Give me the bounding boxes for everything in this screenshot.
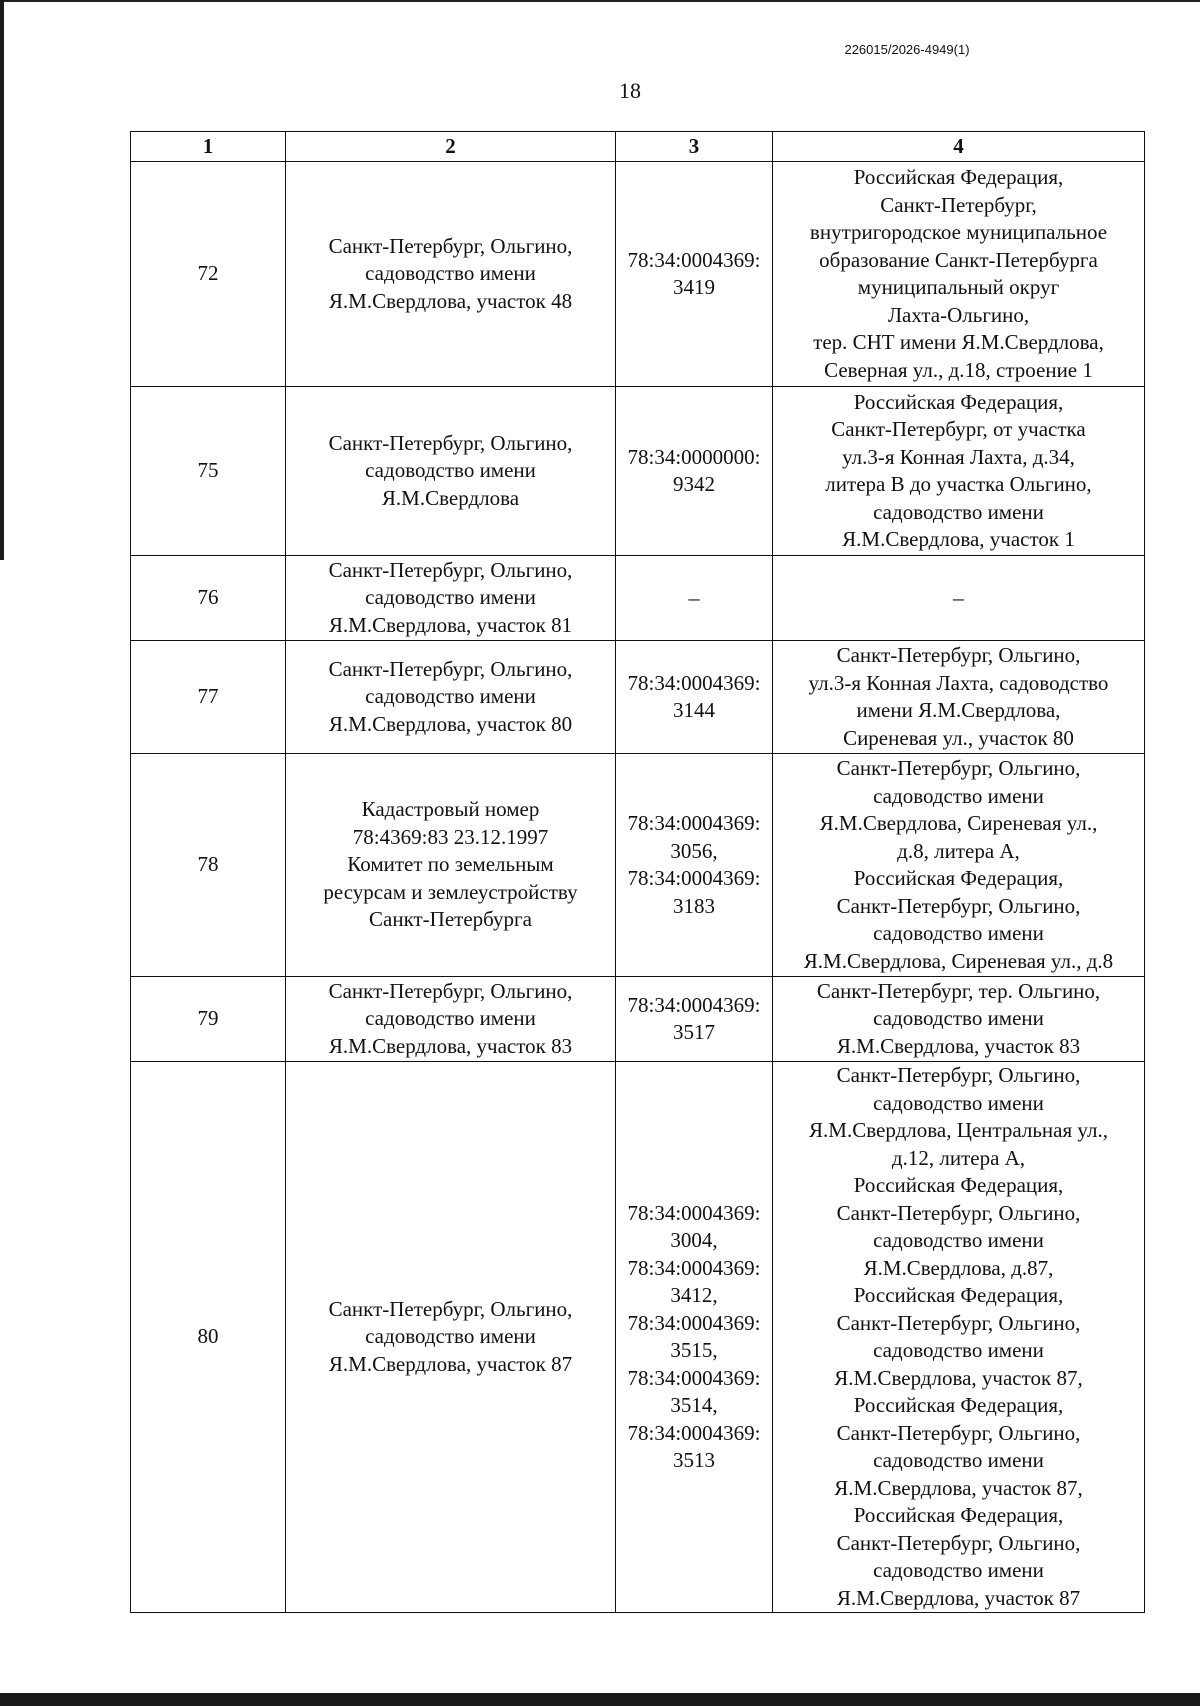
cell-line: Санкт-Петербург, Ольгино, — [328, 978, 573, 1003]
cell-line: 78:34:0004369: — [627, 1310, 761, 1335]
cell-line: 78:34:0004369: — [627, 247, 761, 272]
cell-line: Российская Федерация, — [853, 1173, 1064, 1197]
cell-line: Я.М.Свердлова — [381, 485, 520, 510]
cell-line: садоводство имени — [365, 585, 536, 610]
cell-line: д.8, литера А, — [897, 838, 1020, 863]
cell-line: Российская Федерация, — [853, 389, 1064, 414]
table-row — [131, 387, 1145, 556]
cell-line: Санкт-Петербург, Ольгино, — [836, 1063, 1081, 1087]
cell-line: садоводство имени — [365, 458, 536, 483]
location-cell — [773, 1062, 1145, 1613]
cell-line: Сиреневая ул., участок 80 — [843, 725, 1074, 750]
cell-line: 3513 — [673, 1448, 715, 1472]
scan-edge-bottom — [0, 1693, 1200, 1706]
cell-line: садоводство имени — [873, 1448, 1044, 1472]
cell-line: 78:34:0004369: — [627, 992, 761, 1017]
cell-line: Санкт-Петербург, Ольгино, — [836, 1310, 1081, 1335]
cell-line: 78:34:0004369: — [627, 811, 761, 835]
cell-line: Я.М.Свердлова, участок 80 — [328, 711, 573, 736]
cell-line: садоводство имени — [873, 921, 1044, 945]
cell-line: Санкт-Петербург, тер. Ольгино, — [816, 978, 1101, 1003]
row-number-cell: 75 — [131, 387, 286, 556]
row-number-cell: 77 — [131, 641, 286, 754]
cadastral-number-cell — [616, 1062, 773, 1613]
cell-line: Санкт-Петербург, Ольгино, — [328, 557, 573, 582]
cell-line: Я.М.Свердлова, участок 87 — [328, 1351, 573, 1376]
cell-line: 3004, — [670, 1228, 718, 1252]
cell-line: д.12, литера А, — [891, 1145, 1026, 1170]
address-cell — [286, 977, 616, 1062]
cell-line: 3412, — [670, 1283, 718, 1307]
location-cell — [773, 387, 1145, 556]
cell-line: садоводство имени — [873, 1338, 1044, 1362]
cell-line: Я.М.Свердлова, д.87, — [863, 1255, 1054, 1280]
table-row — [131, 754, 1145, 977]
cell-line: 3056, — [670, 838, 718, 863]
document-id: 226015/2026-4949(1) — [844, 42, 970, 57]
cell-line: Комитет по земельным — [347, 852, 554, 877]
cell-line: Санкт-Петербург, Ольгино, — [836, 1200, 1081, 1225]
cell-line: Санкт-Петербург, Ольгино, — [328, 430, 573, 455]
cell-line: Лахта-Ольгино, — [887, 302, 1030, 327]
cell-line: 3514, — [670, 1393, 718, 1417]
cell-line: образование Санкт-Петербурга — [819, 247, 1098, 272]
address-cell — [286, 754, 616, 977]
cell-line: Я.М.Свердлова, Сиреневая ул., — [819, 811, 1098, 835]
cell-line: 3144 — [673, 698, 715, 722]
column-header-1: 1 — [131, 132, 286, 162]
cell-line: Российская Федерация, — [853, 866, 1064, 890]
cell-line: Северная ул., д.18, строение 1 — [824, 357, 1093, 382]
cell-line: 78:34:0004369: — [627, 1365, 761, 1390]
cell-line: Санкт-Петербург, Ольгино, — [328, 233, 573, 258]
row-number-cell: 76 — [131, 556, 286, 641]
register-table — [130, 131, 1145, 1613]
cadastral-number-cell — [616, 754, 773, 977]
table-row — [131, 1062, 1145, 1613]
address-cell — [286, 641, 616, 754]
cell-line: садоводство имени — [365, 684, 536, 709]
cell-line: ул.3-я Конная Лахта, д.34, — [842, 444, 1075, 469]
cell-line: Санкт-Петербург, Ольгино, — [836, 756, 1081, 780]
cell-line: Санкт-Петербург, — [880, 192, 1037, 217]
cell-line: 78:34:0004369: — [627, 1255, 761, 1280]
address-cell — [286, 387, 616, 556]
cell-line: садоводство имени — [873, 1558, 1044, 1582]
table-row — [131, 977, 1145, 1062]
cell-line: 78:34:0000000: — [627, 444, 761, 469]
location-cell — [773, 977, 1145, 1062]
cell-line: Я.М.Свердлова, участок 83 — [836, 1033, 1081, 1058]
cell-line: имени Я.М.Свердлова, — [856, 698, 1061, 722]
cell-line: Санкт-Петербург, Ольгино, — [328, 656, 573, 681]
table-row — [131, 556, 1145, 641]
cadastral-number-cell — [616, 556, 773, 641]
cell-line: 78:4369:83 23.12.1997 — [352, 824, 549, 849]
cell-line: садоводство имени — [873, 1090, 1044, 1115]
cell-line: Я.М.Свердлова, участок 83 — [328, 1033, 573, 1058]
cell-line: Я.М.Свердлова, участок 1 — [842, 527, 1075, 551]
cell-line: муниципальный округ — [857, 275, 1060, 299]
location-cell — [773, 556, 1145, 641]
cell-line: Санкт-Петербург, Ольгино, — [836, 1530, 1081, 1555]
column-header-2: 2 — [286, 132, 616, 162]
cell-line: – — [688, 585, 700, 611]
cell-line: Кадастровый номер — [361, 797, 540, 822]
cell-line: 78:34:0004369: — [627, 670, 761, 695]
cell-line: 78:34:0004369: — [627, 866, 761, 890]
cell-line: 78:34:0004369: — [627, 1200, 761, 1225]
row-number-cell: 78 — [131, 754, 286, 977]
cell-line: Я.М.Свердлова, участок 87 — [836, 1585, 1081, 1610]
cell-line: ресурсам и землеустройству — [323, 879, 578, 904]
cell-line: 9342 — [673, 472, 715, 496]
cadastral-number-cell — [616, 977, 773, 1062]
cell-line: 3183 — [673, 893, 715, 918]
cell-line: садоводство имени — [365, 1324, 536, 1349]
cell-line: 78:34:0004369: — [627, 1420, 761, 1445]
cell-line: литера В до участка Ольгино, — [825, 472, 1092, 496]
cadastral-number-cell — [616, 387, 773, 556]
cell-line: 3517 — [673, 1020, 715, 1044]
cell-line: тер. СНТ имени Я.М.Свердлова, — [813, 330, 1104, 354]
cell-line: Я.М.Свердлова, Сиреневая ул., д.8 — [803, 948, 1114, 973]
cell-line: Я.М.Свердлова, Центральная ул., — [809, 1118, 1108, 1142]
cell-line: Санкт-Петербург, Ольгино, — [328, 1296, 573, 1321]
location-cell — [773, 641, 1145, 754]
cadastral-number-cell — [616, 641, 773, 754]
scan-edge-left — [0, 0, 4, 560]
cell-line: садоводство имени — [873, 783, 1044, 808]
table-body — [131, 162, 1145, 1613]
cell-line: садоводство имени — [365, 1006, 536, 1031]
table-row — [131, 641, 1145, 754]
cell-line: Санкт-Петербург, Ольгино, — [836, 1420, 1081, 1445]
address-cell — [286, 556, 616, 641]
cell-line: садоводство имени — [873, 1006, 1044, 1031]
cell-line: ул.3-я Конная Лахта, садоводство — [808, 670, 1109, 695]
row-number-cell: 79 — [131, 977, 286, 1062]
cell-line: Санкт-Петербург, Ольгино, — [836, 893, 1081, 918]
cell-line: Я.М.Свердлова, участок 87, — [834, 1365, 1083, 1390]
row-number-cell: 72 — [131, 162, 286, 387]
cell-line: Санкт-Петербург, Ольгино, — [836, 643, 1081, 667]
cell-line: Российская Федерация, — [853, 1393, 1064, 1417]
cell-line: садоводство имени — [365, 261, 536, 286]
address-cell — [286, 1062, 616, 1613]
page-number: 18 — [619, 78, 641, 103]
table-row — [131, 162, 1145, 387]
cell-line: Российская Федерация, — [853, 165, 1064, 189]
cell-line: Я.М.Свердлова, участок 87, — [834, 1475, 1083, 1500]
cell-line: Санкт-Петербурга — [369, 907, 532, 932]
cell-line: Я.М.Свердлова, участок 48 — [328, 288, 573, 313]
column-header-4: 4 — [773, 132, 1145, 162]
location-cell — [773, 754, 1145, 977]
cell-line: 3515, — [670, 1338, 718, 1362]
cell-line: Российская Федерация, — [853, 1283, 1064, 1307]
cell-line: – — [953, 585, 964, 611]
cell-line: 3419 — [673, 275, 715, 299]
location-cell — [773, 162, 1145, 387]
cell-line: Санкт-Петербург, от участка — [831, 417, 1086, 441]
cell-line: садоводство имени — [873, 499, 1044, 524]
row-number-cell: 80 — [131, 1062, 286, 1613]
cell-line: Российская Федерация, — [853, 1503, 1064, 1527]
cadastral-number-cell — [616, 162, 773, 387]
address-cell — [286, 162, 616, 387]
column-header-3: 3 — [616, 132, 773, 162]
cell-line: садоводство имени — [873, 1228, 1044, 1252]
table-header-row — [131, 132, 1145, 162]
cell-line: Я.М.Свердлова, участок 81 — [328, 612, 573, 637]
cell-line: внутригородское муниципальное — [809, 220, 1108, 244]
scan-edge-top — [0, 0, 1200, 2]
